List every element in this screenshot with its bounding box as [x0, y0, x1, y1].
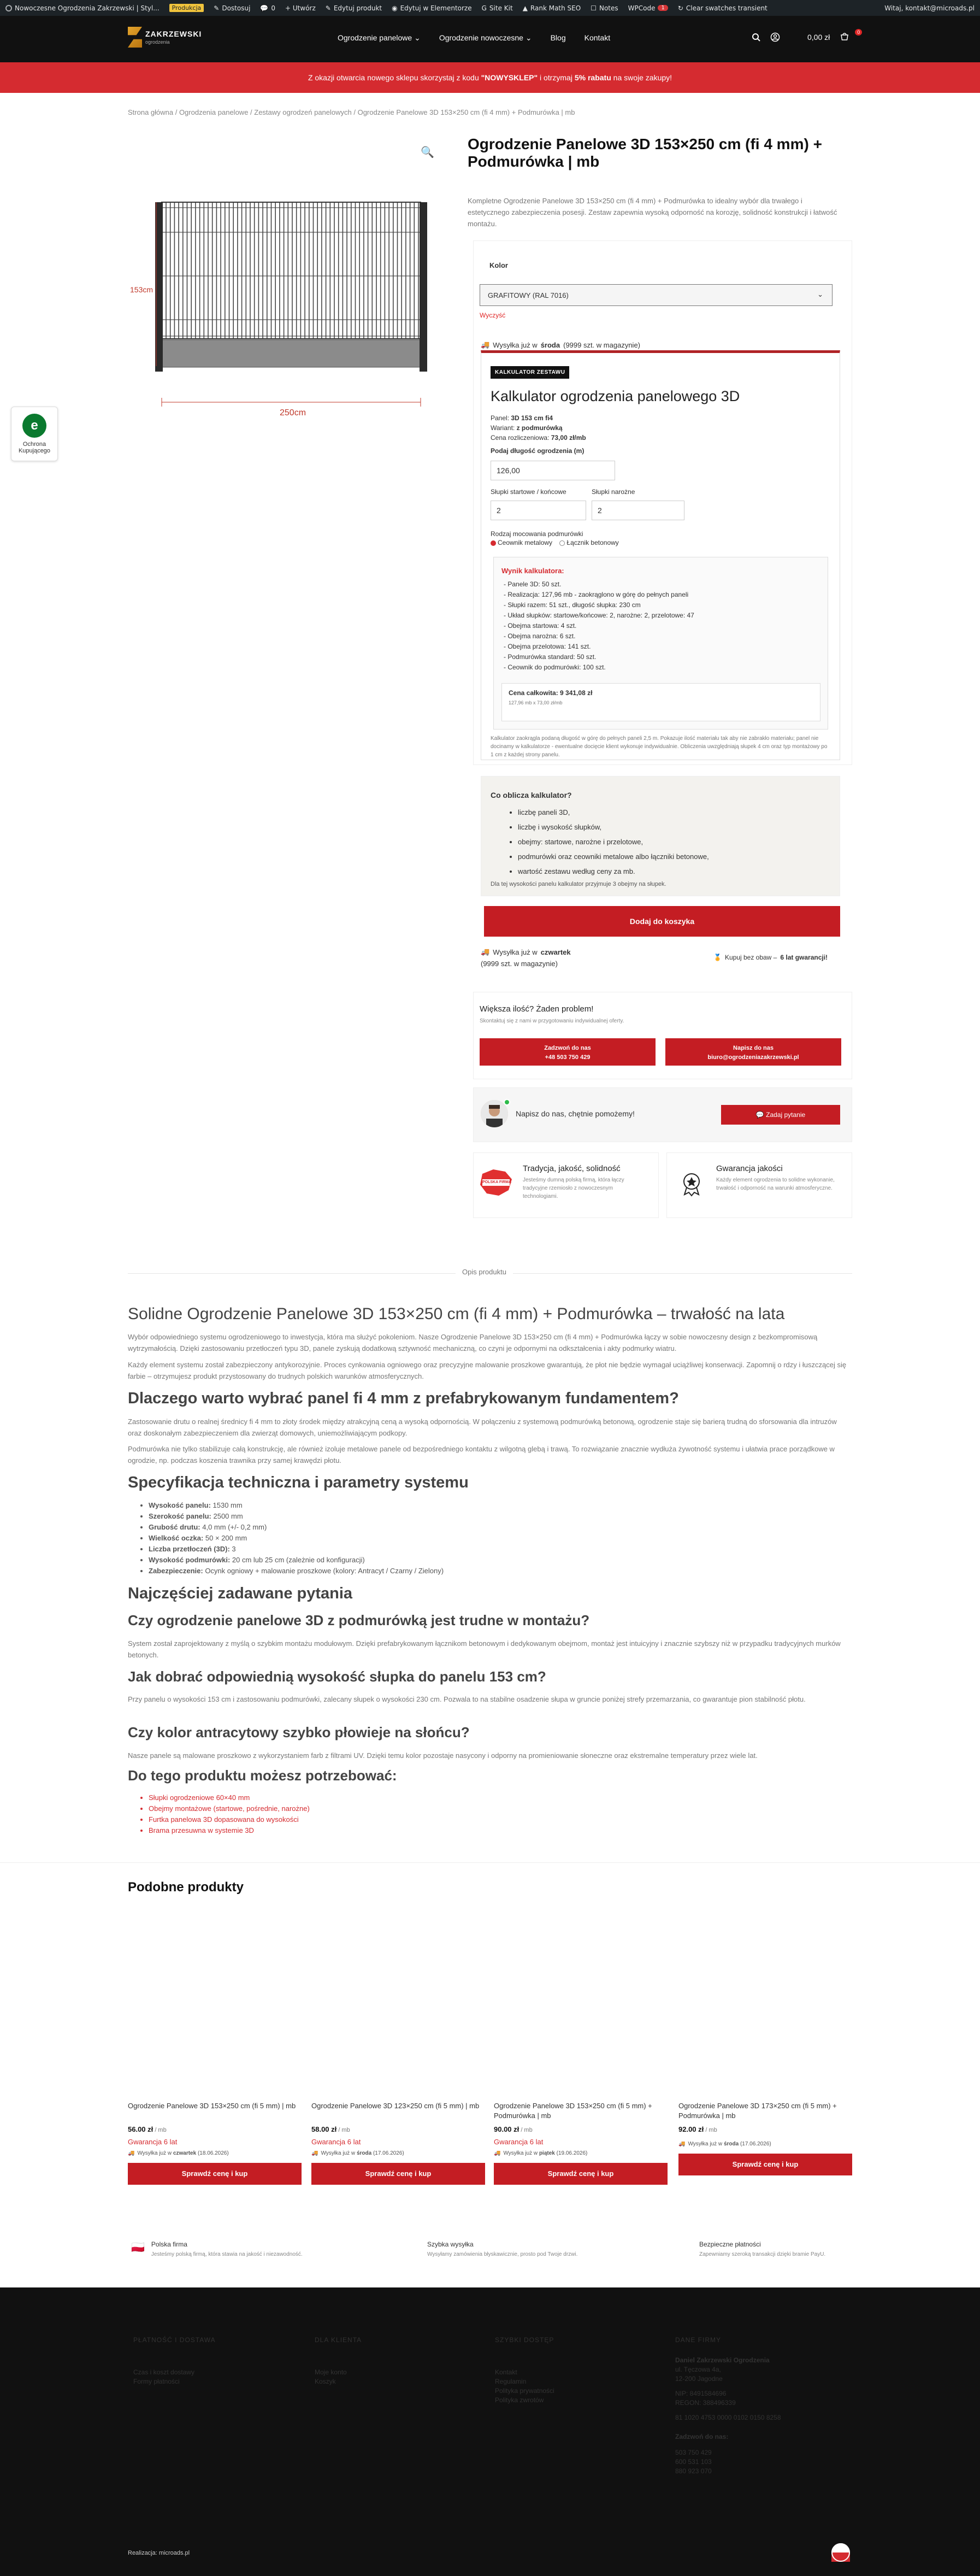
chevron-down-icon: ⌄ [817, 290, 823, 298]
company-addr1: ul. Tęczowa 4a, [675, 2366, 721, 2373]
warranty-info [713, 954, 828, 961]
trust-fast-shipping [427, 2240, 607, 2259]
footer-link[interactable]: Koszyk [315, 2378, 336, 2385]
admin-sitekit[interactable]: G Site Kit [481, 4, 513, 12]
site-logo[interactable] [128, 27, 202, 48]
related-link[interactable]: • Obejmy montażowe (startowe, pośrednie, narożne) [149, 1803, 310, 1814]
calc-info-title: Co oblicza kalkulator? [491, 791, 572, 799]
admin-customize[interactable]: ✎ Dostosuj [214, 4, 251, 12]
company-phone[interactable]: 600 531 103 [675, 2458, 712, 2466]
trusted-shop-icon: e [22, 414, 46, 438]
logo-z-icon [128, 27, 142, 48]
calc-panel: Panel: 3D 153 cm fi4 [491, 414, 553, 422]
shipping-info-bottom [481, 948, 639, 968]
feature-tradition [473, 1152, 659, 1218]
truck-icon: 🚚 [311, 2150, 318, 2156]
related-product [311, 2101, 485, 2185]
shipping-pre: Wysyłka już w [493, 340, 538, 349]
nav-item-blog[interactable]: Blog [550, 33, 566, 42]
related-product [494, 2101, 668, 2185]
faq-answer: Przy panelu o wysokości 153 cm i zastosowaniu podmurówki, zalecany słupek o wysokości 230 cm. Pozwala to na stabilne osadzenie słupa w gruncie poniżej strefy przemarzania, co gwarantuje pion stabilność płotu. [128, 1695, 806, 1703]
admin-elementor[interactable]: ◉ Edytuj w Elementorze [392, 4, 472, 12]
spec-item: • Szerokość panelu: 2500 mm [149, 1511, 444, 1522]
warranty-pre: Kupuj bez obaw – [724, 954, 777, 961]
content-heading: Dlaczego warto wybrać panel fi 4 mm z prefabrykowanym fundamentem? [128, 1390, 679, 1407]
breadcrumb[interactable]: Strona główna / Ogrodzenia panelowe / Zestawy ogrodzeń panelowych / Ogrodzenie Panelowe 3D 153×250 cm (fi 4 mm) + Podmurówka | mb [128, 108, 575, 116]
company-nip: NIP: 8491584696 [675, 2390, 727, 2397]
fence-drawing [128, 137, 445, 454]
feature-title: Gwarancja jakości [716, 1164, 783, 1173]
spec-item: • Wysokość podmurówki: 20 cm lub 25 cm (zależnie od konfiguracji) [149, 1555, 444, 1566]
content-heading-main: Solidne Ogrodzenie Panelowe 3D 153×250 cm (fi 4 mm) + Podmurówka – trwałość na lata [128, 1305, 785, 1323]
spec-item: • Wielkość oczka: 50 × 200 mm [149, 1533, 444, 1544]
footer-col-title: DLA KLIENTA [315, 2336, 362, 2344]
online-status-icon [504, 1099, 510, 1105]
promo-text-post: na swoje zakupy! [613, 73, 672, 82]
color-select-value: GRAFITOWY (RAL 7016) [488, 291, 569, 299]
company-call-label: Zadzwoń do nas: [675, 2433, 729, 2440]
promo-banner [0, 62, 980, 93]
content-heading: Najczęściej zadawane pytania [128, 1585, 353, 1602]
flag-icon: 🇵🇱 [131, 2242, 145, 2254]
related-product-price: 92.00 zł / mb [678, 2125, 717, 2133]
promo-text-pre: Z okazji otwarcia nowego sklepu skorzystaj z kodu [308, 73, 479, 82]
related-link[interactable]: • Słupki ogrodzeniowe 60×40 mm [149, 1792, 310, 1803]
bulk-title: Większa ilość? Żaden problem! [480, 1004, 594, 1014]
company-phone[interactable]: 503 750 429 [675, 2449, 712, 2456]
shipping-post: (9999 szt. w magazynie) [481, 960, 558, 968]
footer-col-title: SZYBKI DOSTĘP [495, 2336, 554, 2344]
calc-info-item: • podmurówki oraz ceowniki metalowe albo łączniki betonowe, [518, 849, 709, 864]
footer-link[interactable]: Formy płatności [133, 2378, 180, 2385]
mount-option-lacznik[interactable]: Łącznik betonowy [559, 539, 618, 546]
related-product-name[interactable]: Ogrodzenie Panelowe 3D 123×250 cm (fi 5 mm) | mb [311, 2102, 480, 2110]
footer-link[interactable]: Polityka prywatności [495, 2387, 554, 2395]
trust-desc: Jesteśmy polską firmą, która stawia na jakość i niezawodność. [151, 2251, 303, 2257]
admin-notes[interactable]: ☐ Notes [591, 4, 618, 12]
calc-info-item: • liczbę i wysokość słupków, [518, 820, 709, 834]
width-label: 250cm [280, 408, 306, 417]
footer-col-payment [133, 2336, 216, 2386]
content-heading: Do tego produktu możesz potrzebować: [128, 1767, 397, 1784]
trust-title: Szybka wysyłka [427, 2240, 474, 2248]
cart-icon[interactable] [840, 32, 849, 42]
main-nav [338, 33, 610, 43]
posts-start-label: Słupki startowe / końcowe [491, 488, 566, 496]
cart-count-badge: 0 [855, 29, 862, 36]
related-product-warranty: Gwarancja 6 lat [128, 2138, 178, 2146]
posts-corner-input[interactable]: 2 [592, 501, 684, 520]
clear-variation-link[interactable]: Wyczyść [480, 311, 506, 319]
related-links [149, 1792, 310, 1836]
calc-price: Cena rozliczeniowa: 73,00 zł/mb [491, 434, 586, 442]
related-product-shipping: 🚚 Wysyłka już w środa (17.06.2026) [311, 2150, 404, 2156]
footer-link[interactable]: Moje konto [315, 2368, 347, 2376]
faq-question: Czy ogrodzenie panelowe 3D z podmurówką jest trudne w montażu? [128, 1612, 590, 1628]
medal-icon: 🏅 [713, 954, 722, 961]
related-product-shipping: 🚚 Wysyłka już w środa (17.06.2026) [678, 2141, 771, 2147]
admin-env-badge[interactable]: Produkcja [169, 4, 204, 12]
admin-bar [0, 0, 980, 16]
logo-text: ZAKRZEWSKI [145, 30, 202, 38]
chevron-down-icon: ⌄ [414, 33, 421, 42]
shipping-day: czwartek [540, 948, 571, 956]
content-paragraph: Każdy element systemu został zabezpieczony antykorozyjnie. Proces cynkowania ogniowego oraz precyzyjne malowanie proszkowe gwarantują, że płot nie będzie wymagał uciążliwej konserwacji. Zapomnij o rdzy i łuszczącej się farbie – otrzymujesz produkt przystosowany do trudnych polskich warunków atmosferycznych. [128, 1361, 847, 1380]
related-product-shipping: 🚚 Wysyłka już w czwartek (18.06.2026) [128, 2150, 229, 2156]
related-product-price: 56.00 zł / mb [128, 2125, 167, 2133]
footer-col-title: DANE FIRMY [675, 2336, 722, 2344]
result-title: Wynik kalkulatora: [501, 567, 564, 575]
mount-option-ceownik[interactable]: Ceownik metalowy [491, 539, 552, 546]
wordpress-icon [5, 5, 12, 11]
feature-title: Tradycja, jakość, solidność [523, 1164, 621, 1173]
shipping-info-top [481, 340, 640, 349]
chat-widget-icon[interactable] [831, 2543, 850, 2562]
related-product-name[interactable]: Ogrodzenie Panelowe 3D 153×250 cm (fi 5 mm) + Podmurówka | mb [494, 2102, 652, 2120]
related-product-name[interactable]: Ogrodzenie Panelowe 3D 173×250 cm (fi 5 mm) + Podmurówka | mb [678, 2102, 837, 2120]
result-item: - Obejma narożna: 6 szt. [504, 631, 694, 642]
spec-item: • Wysokość panelu: 1530 mm [149, 1500, 444, 1511]
check-price-button[interactable]: Sprawdź cenę i kup [678, 2154, 852, 2175]
admin-wpcode[interactable]: WPCode 1 [628, 4, 668, 12]
length-input[interactable]: 126,00 [491, 461, 615, 480]
calc-info-item: • obejmy: startowe, narożne i przelotowe, [518, 834, 709, 849]
result-item: - Panele 3D: 50 szt. [504, 579, 694, 590]
calculator-badge: KALKULATOR ZESTAWU [491, 366, 569, 379]
promo-code: "NOWYSKLEP" [481, 73, 538, 82]
result-item: - Obejma przelotowa: 141 szt. [504, 642, 694, 652]
related-link[interactable]: • Furtka panelowa 3D dopasowana do wysokości [149, 1814, 310, 1825]
admin-rankmath[interactable]: ▲ Rank Math SEO [522, 4, 581, 12]
site-footer [0, 2287, 980, 2576]
bulk-sub: Skontaktuj się z nami w przygotowaniu indywidualnej oferty. [480, 1018, 624, 1024]
posts-start-input[interactable]: 2 [491, 501, 586, 520]
shipping-pre: Wysyłka już w [493, 948, 538, 956]
total-formula: 127,96 mb x 73,00 zł/mb [509, 700, 563, 705]
mail-button[interactable] [665, 1038, 841, 1066]
trust-desc: Wysyłamy zamówienia błyskawicznie, prosto pod Twoje drzwi. [427, 2251, 578, 2257]
content-paragraph: Zastosowanie drutu o realnej średnicy fi 4 mm to złoty środek między atrakcyjną ceną a wysoką odpornością. W połączeniu z systemową podmurówką betonową, ogrodzenie staje się barierą trudną do sforsowania dla intruzów oraz doskonałym zabezpieczeniem dla zwierząt domowych, uniemożliwiającym podkopy. [128, 1418, 837, 1437]
admin-edit-product[interactable]: ✎ Edytuj produkt [325, 4, 382, 12]
truck-icon: 🚚 [128, 2150, 135, 2156]
calc-info-note: Dla tej wysokości panelu kalkulator przyjmuje 3 obejmy na słupek. [491, 881, 666, 887]
result-item: - Ceownik do podmurówki: 100 szt. [504, 662, 694, 673]
admin-site-name[interactable]: Nowoczesne Ogrodzenia Zakrzewski | Styl... [5, 4, 160, 12]
company-phone[interactable]: 880 923 070 [675, 2467, 712, 2475]
calc-info-item: • wartość zestawu według ceny za mb. [518, 864, 709, 879]
call-button[interactable] [480, 1038, 656, 1066]
feature-desc: Każdy element ogrodzenia to solidne wykonanie, trwałość i odporność na warunki atmosferyczne. [716, 1177, 835, 1191]
spec-item: • Grubość drutu: 4,0 mm (+/- 0,2 mm) [149, 1522, 444, 1533]
shipping-day: środa [540, 340, 560, 349]
related-product [128, 2101, 302, 2185]
footer-link[interactable]: Czas i koszt dostawy [133, 2368, 195, 2376]
related-title: Podobne produkty [128, 1880, 244, 1895]
length-label: Podaj długość ogrodzenia (m) [491, 447, 585, 455]
footer-col-title: PŁATNOŚĆ I DOSTAWA [133, 2336, 216, 2344]
related-product [678, 2101, 852, 2175]
result-list [504, 579, 694, 673]
result-item: - Obejma startowa: 4 szt. [504, 621, 694, 631]
mount-label: Rodzaj mocowania podmurówki [491, 530, 583, 538]
feature-desc: Jesteśmy dumną polską firmą, która łączy tradycyjne rzemiosło z nowoczesnym technologiami. [523, 1177, 624, 1199]
faq-answer: System został zaprojektowany z myślą o szybkim montażu modułowym. Dzięki prefabrykowanym łącznikom betonowym i dedykowanym obejmom, montaż jest intuicyjny i znacznie szybszy niż w przypadku tradycyjnych murków betonych. [128, 1639, 841, 1659]
footer-link[interactable]: Kontakt [495, 2368, 517, 2376]
header-icons [752, 32, 866, 42]
total-value: 9 341,08 zł [560, 689, 593, 697]
logo-sub: ogrodzenia [145, 39, 170, 45]
faq-answer: Nasze panele są malowane proszkowo z wykorzystaniem farb z filtrami UV. Dzięki temu kolor pozostaje nasycony i odporny na promieniowanie słoneczne oraz ekstremalne temperatury przez wiele lat. [128, 1751, 758, 1760]
related-link[interactable]: • Brama przesuwna w systemie 3D [149, 1825, 310, 1836]
related-product-warranty: Gwarancja 6 lat [311, 2138, 361, 2146]
search-icon[interactable] [752, 33, 760, 42]
total-label: Cena całkowita: [509, 689, 560, 697]
admin-new[interactable]: + Utwórz [285, 4, 316, 12]
site-header [0, 16, 980, 62]
truck-icon: 🚚 [481, 340, 490, 349]
promo-text-mid: i otrzymaj [540, 73, 572, 82]
company-addr2: 12-200 Jagodne [675, 2375, 723, 2383]
result-item: - Układ słupków: startowe/końcowe: 2, narożne: 2, przelotowe: 47 [504, 610, 694, 621]
buyer-protection-text: Ochrona Kupującego [18, 441, 51, 454]
color-label: Kolor [489, 261, 508, 269]
company-account: 81 1020 4753 0000 0102 0150 8258 [675, 2414, 781, 2421]
trust-secure-payments [699, 2240, 879, 2259]
related-product-shipping: 🚚 Wysyłka już w piątek (19.06.2026) [494, 2150, 588, 2156]
trust-desc: Zapewniamy szeroką transakcji dzięki bramie PayU. [699, 2251, 826, 2257]
footer-col-quick [495, 2336, 554, 2405]
feature-warranty [666, 1152, 852, 1218]
product-gallery[interactable] [128, 137, 445, 454]
nav-item-panelowe[interactable]: Ogrodzenie panelowe ⌄ [338, 33, 421, 42]
posts-corner-label: Słupki narożne [592, 488, 635, 496]
admin-comments[interactable]: 💬 0 [260, 4, 276, 12]
company-name: Daniel Zakrzewski Ogrodzenia [675, 2356, 770, 2364]
calculator-note: Kalkulator zaokrągla podaną długość w górę do pełnych paneli 2,5 m. Pokazuje ilość materiału tak aby nie zabrakło materiału; panel nie docinamy w kalkulatorze - ewentualne docięcie klient wykonuje indywidualnie. Obliczenia uwzględniają słupek 4 cm oraz typ montażowy po 1 cm z każdej strony panelu. [491, 736, 828, 758]
calculator-title: Kalkulator ogrodzenia panelowego 3D [491, 388, 740, 404]
mount-radios [491, 539, 619, 546]
warranty-bold: 6 lat gwarancji! [780, 954, 828, 961]
related-product-warranty: Gwarancja 6 lat [494, 2138, 544, 2146]
total-box [501, 683, 820, 721]
related-product-name[interactable]: Ogrodzenie Panelowe 3D 153×250 cm (fi 5 mm) | mb [128, 2102, 296, 2110]
spec-list [149, 1500, 444, 1577]
award-icon [678, 1169, 705, 1197]
radio-checked-icon [491, 540, 496, 546]
ask-question-label: Zadaj pytanie [766, 1111, 806, 1119]
calc-info-list [518, 805, 709, 879]
check-price-button[interactable]: Sprawdź cenę i kup [494, 2163, 668, 2185]
admin-greeting[interactable]: Witaj, kontakt@microads.pl [884, 4, 975, 12]
nav-item-kontakt[interactable]: Kontakt [584, 33, 611, 42]
content-heading: Specyfikacja techniczna i parametry systemu [128, 1474, 469, 1491]
call-label: Zadzwoń do nas [544, 1045, 591, 1051]
promo-discount: 5% rabatu [574, 73, 611, 82]
cart-total[interactable]: 0,00 zł [807, 33, 830, 42]
check-price-button[interactable]: Sprawdź cenę i kup [128, 2163, 302, 2185]
product-description: Kompletne Ogrodzenie Panelowe 3D 153×250 cm (fi 4 mm) + Podmurówka to idealny wybór dla trwałego i estetycznego zabezpieczenia posesji. Zestaw zapewnia wysoką odporność na korozję, solidność konstrukcji i łatwość montażu. [468, 197, 837, 228]
calculator-meta [491, 413, 586, 443]
spec-item: • Liczba przetłoczeń (3D): 3 [149, 1544, 444, 1555]
calc-variant: Wariant: z podmurówką [491, 424, 563, 432]
result-item: - Realizacja: 127,96 mb - zaokrąglono w górę do pełnych paneli [504, 590, 694, 600]
check-price-button[interactable]: Sprawdź cenę i kup [311, 2163, 485, 2185]
truck-icon: 🚚 [678, 2141, 686, 2147]
chat-text: Napisz do nas, chętnie pomożemy! [516, 1109, 635, 1118]
spec-item: • Zabezpieczenie: Ocynk ogniowy + malowanie proszkowe (kolory: Antracyt / Czarny / Zielony) [149, 1566, 444, 1577]
footer-link[interactable]: Regulamin [495, 2378, 527, 2385]
company-regon: REGON: 388496339 [675, 2399, 736, 2407]
related-product-price: 90.00 zł / mb [494, 2125, 533, 2133]
mail-address: biuro@ogrodzeniazakrzewski.pl [707, 1054, 799, 1061]
zoom-icon[interactable]: 🔍 [421, 146, 434, 158]
truck-icon: 🚚 [494, 2150, 501, 2156]
tab-description[interactable]: Opis produktu [456, 1268, 513, 1276]
calc-info-item: • liczbę paneli 3D, [518, 805, 709, 820]
truck-icon: 🚚 [481, 948, 490, 956]
footer-link[interactable]: Polityka zwrotów [495, 2396, 544, 2404]
account-icon[interactable] [770, 32, 780, 42]
call-number: +48 503 750 429 [545, 1054, 591, 1061]
mail-label: Napisz do nas [733, 1045, 774, 1051]
result-item: - Słupki razem: 51 szt., długość słupka: 230 cm [504, 600, 694, 610]
radio-unchecked-icon [559, 540, 565, 546]
faq-question: Czy kolor antracytowy szybko płowieje na słońcu? [128, 1724, 470, 1740]
content-paragraph: Wybór odpowiedniego systemu ogrodzeniowego to inwestycja, która ma służyć pokoleniom. Nasze Ogrodzenie Panelowe 3D 153×250 cm (fi 4 mm) + Podmurówka łączy w sobie nowoczesny design z bezkompromisową wytrzymałością. Dzięki zastosowaniu przetłoczeń typu 3D, panele zyskują dodatkową sztywność mechaniczną, co czyni je odpornymi na odkształcenia i akty podmurky wiatru. [128, 1333, 818, 1352]
footer-col-company [675, 2336, 781, 2476]
polska-firma-badge: POLSKA FIRMA [482, 1180, 512, 1184]
ask-question-button[interactable]: 💬 Zadaj pytanie [721, 1105, 840, 1125]
result-item: - Podmurówka standard: 50 szt. [504, 652, 694, 662]
faq-question: Jak dobrać odpowiednią wysokość słupka do panelu 153 cm? [128, 1668, 546, 1685]
nav-item-nowoczesne[interactable]: Ogrodzenie nowoczesne ⌄ [439, 33, 532, 42]
height-label: 153cm [130, 285, 154, 294]
admin-clear-swatches[interactable]: ↻ Clear swatches transient [677, 4, 768, 12]
related-product-price: 58.00 zł / mb [311, 2125, 350, 2133]
color-select[interactable] [480, 284, 833, 306]
trust-title: Bezpieczne płatności [699, 2240, 761, 2248]
footer-credit[interactable]: Realizacja: microads.pl [128, 2550, 190, 2556]
add-to-cart-button[interactable]: Dodaj do koszyka [484, 906, 840, 937]
footer-col-client [315, 2336, 362, 2386]
chevron-down-icon: ⌄ [525, 33, 532, 42]
content-paragraph: Podmurówka nie tylko stabilizuje całą konstrukcję, ale również izoluje metalowe panele od bezpośredniego kontaktu z wilgotną glebą i trawą. To rozwiązanie znacznie wydłuża żywotność systemu i ułatwia prace porządkowe w ogrodzie, np. podczas koszenia trawnika przy samej krawędzi płotu. [128, 1445, 835, 1465]
trust-title: Polska firma [151, 2240, 187, 2248]
shipping-post: (9999 szt. w magazynie) [563, 340, 641, 349]
product-title: Ogrodzenie Panelowe 3D 153×250 cm (fi 4 mm) + Podmurówka | mb [468, 136, 822, 170]
trust-polish-company [131, 2240, 311, 2259]
buyer-protection-badge[interactable] [11, 407, 58, 461]
section-divider [0, 1862, 980, 1863]
poland-map-icon [477, 1166, 515, 1199]
